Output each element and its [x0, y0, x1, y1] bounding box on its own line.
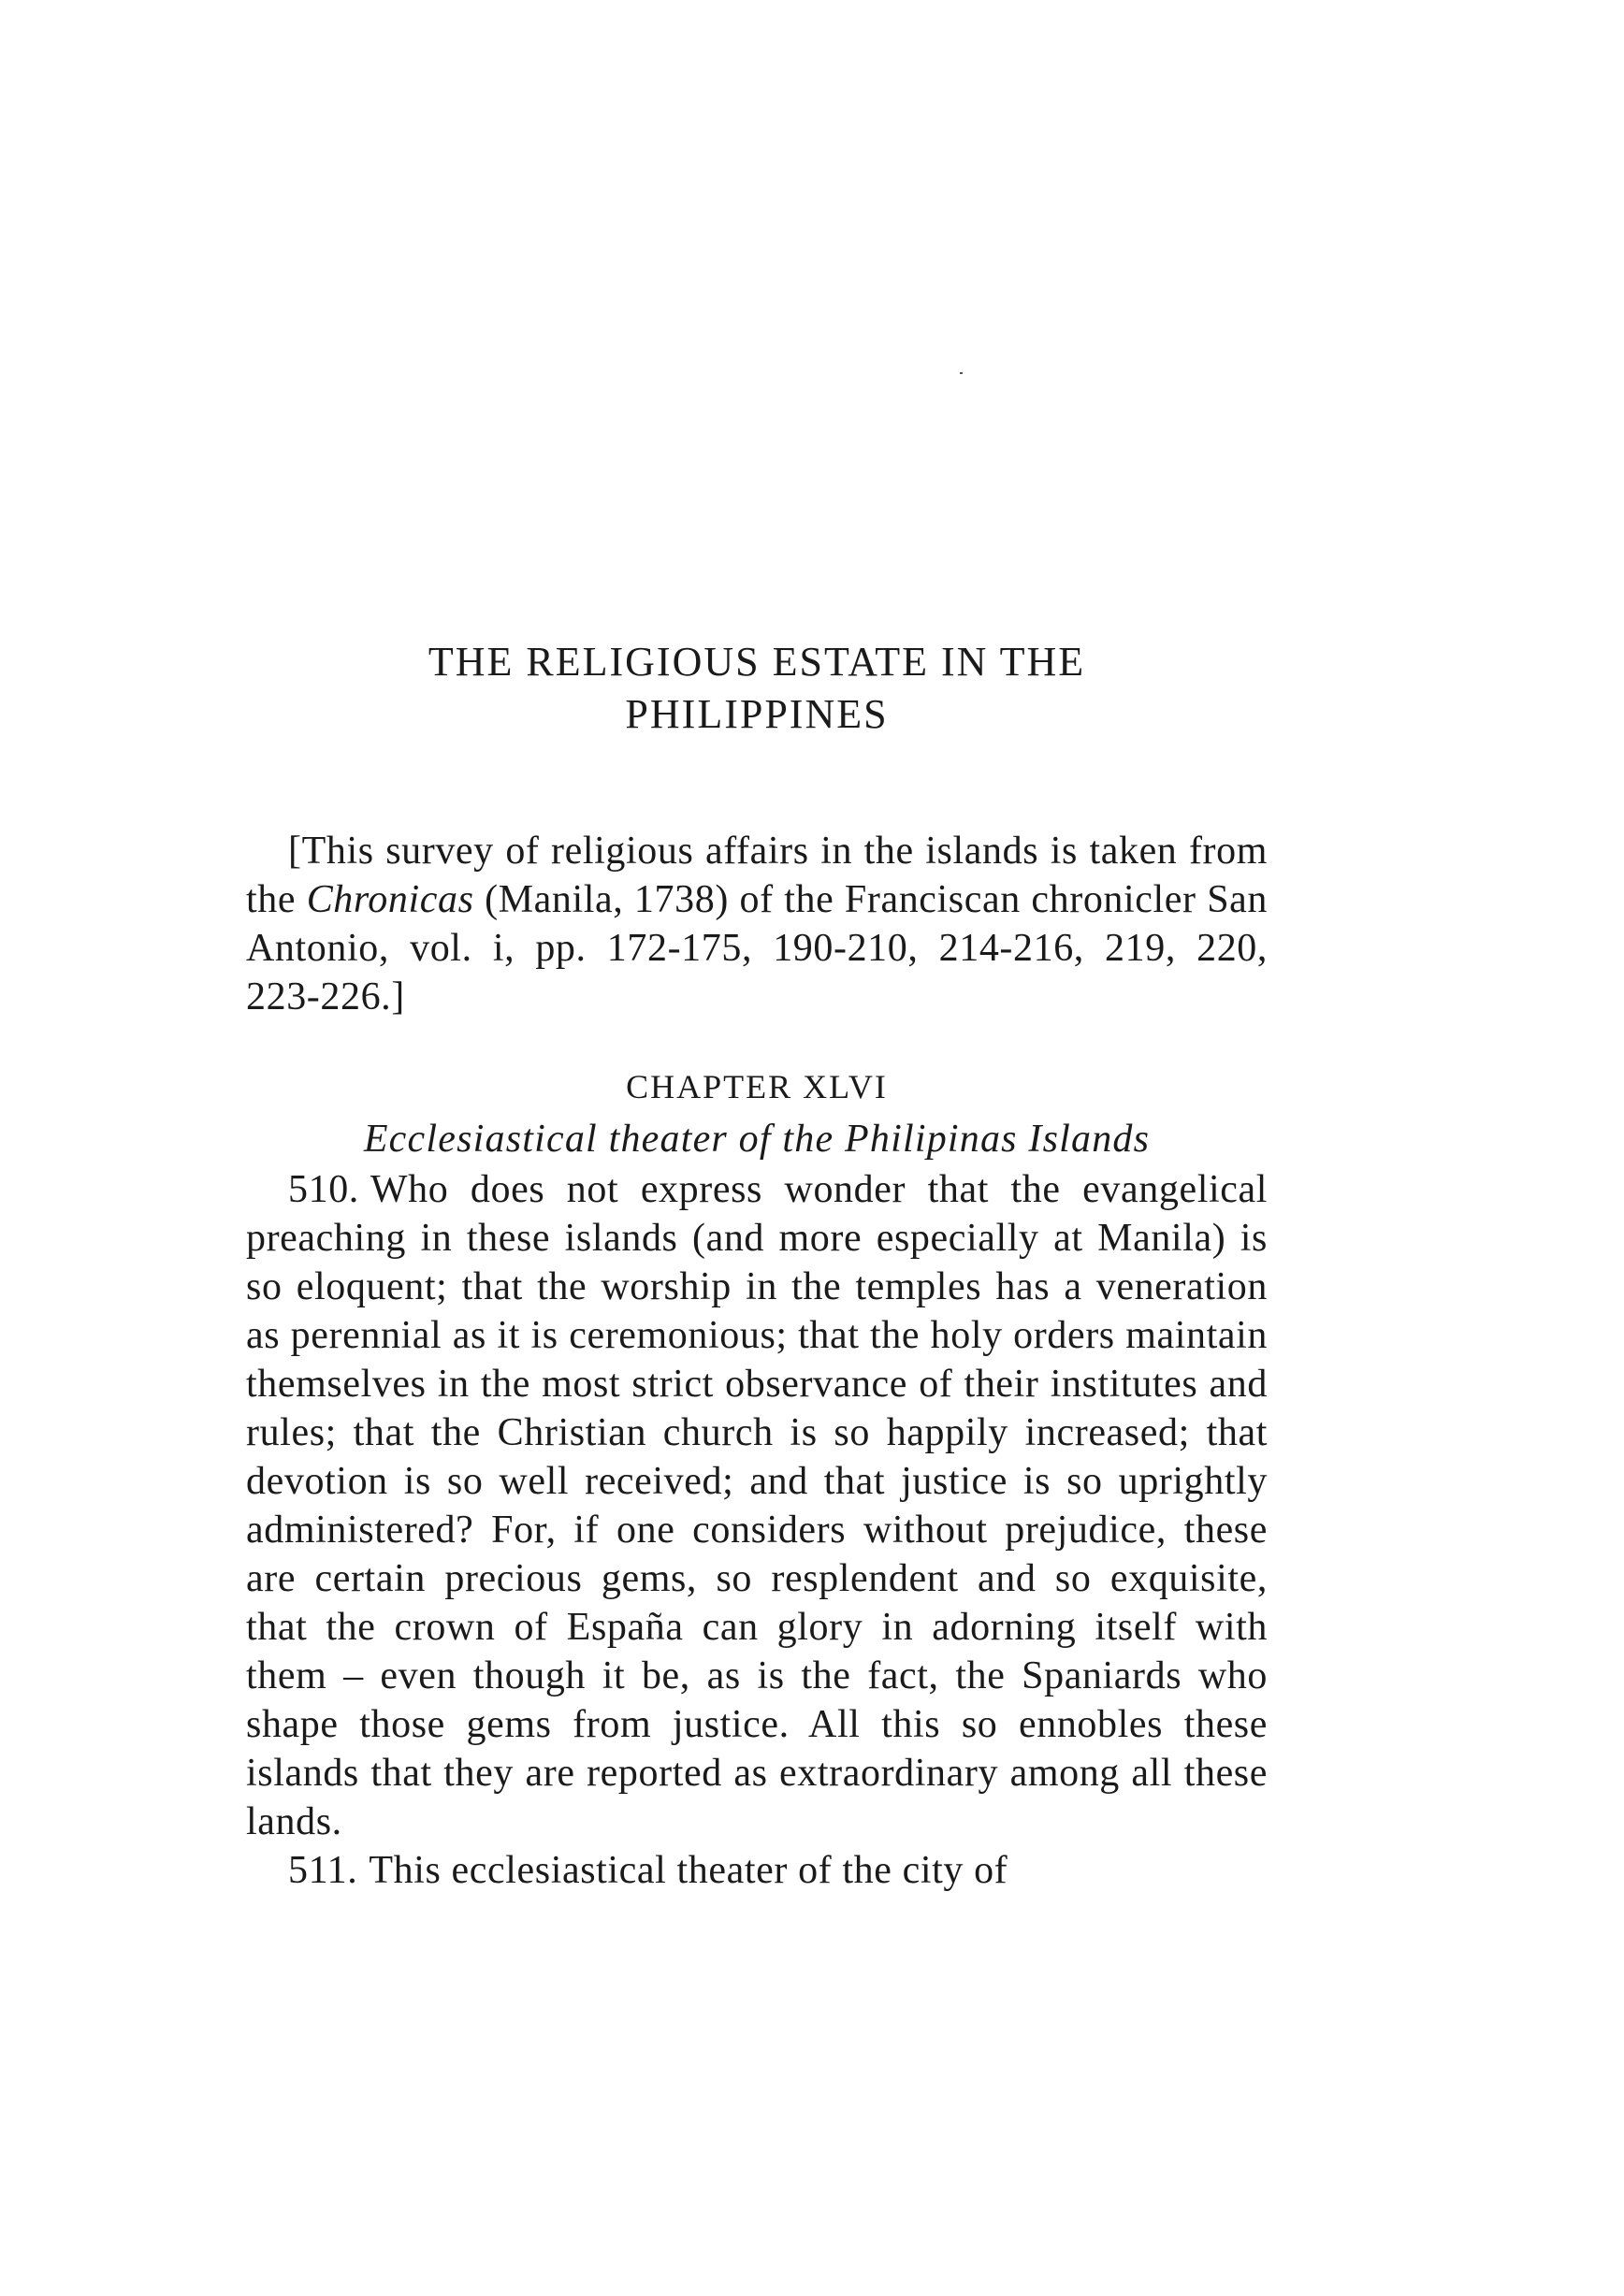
- title-line-2: PHILIPPINES: [625, 691, 889, 737]
- paragraph-510: [246, 1165, 1268, 1846]
- intro-italic-title: Chronicas: [306, 878, 474, 921]
- scan-speck: [960, 372, 963, 374]
- title-line-1: THE RELIGIOUS ESTATE IN THE: [428, 639, 1086, 685]
- intro-text-after: (Manila, 1738) of the Franciscan chronicler San Antonio, vol. i, pp. 172-175, 190-210, 214-216, 219, 220, 223-226.]: [246, 878, 1268, 1018]
- chapter-heading: CHAPTER XLVI: [626, 1068, 888, 1105]
- paragraph-text: Who does not express wonder that the evangelical preaching in these islands (and more especially at Manila) is so eloquent; that the worship in the temples has a veneration as perennial as it is ceremonious; that the holy orders maintain themselves in the most strict observance of their institutes and rules; that the Christian church is so happily increased; that devotion is so well received; and that justice is so uprightly administered? For, if one considers without prejudice, these are certain precious gems, so resplendent and so exquisite, that the crown of España can glory in adorning itself with them – even though it be, as is the fact, the Spaniards who shape those gems from justice. All this so ennobles these islands that they are reported as extraordinary among all these lands.: [246, 1168, 1268, 1843]
- intro-note: [246, 827, 1268, 1021]
- paragraph-text: This ecclesiastical theater of the city of: [369, 1849, 1008, 1892]
- intro-text-before: [This survey of religious affairs in the islands is taken from the: [246, 830, 1268, 921]
- page-title: [246, 636, 1268, 741]
- paragraph-number: 511.: [288, 1849, 358, 1892]
- paragraph-511: [246, 1846, 1268, 1895]
- text-column: [246, 636, 1268, 1895]
- paragraph-number: 510.: [288, 1168, 359, 1211]
- chapter-subtitle: Ecclesiastical theater of the Philipinas Islands: [363, 1118, 1151, 1161]
